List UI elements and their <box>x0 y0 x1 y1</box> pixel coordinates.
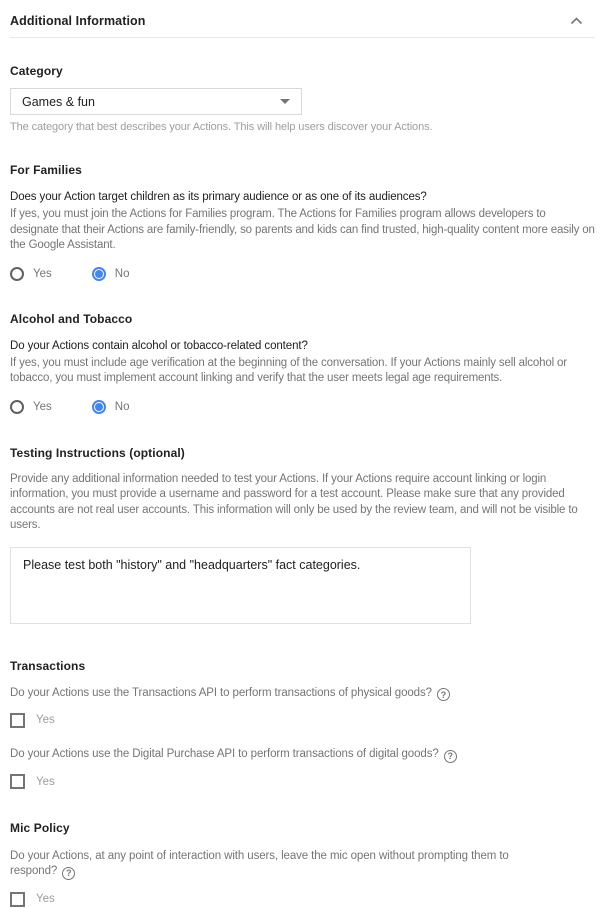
radio-unchecked-icon[interactable] <box>10 267 24 281</box>
category-helper-text: The category that best describes your Actions. This will help users discover your Actions. <box>10 121 433 133</box>
alcohol-tobacco-radio-group <box>10 399 595 415</box>
testing-instructions-description: Provide any additional information needed to test your Actions. If your Actions require account linking or login information, you must provide a username and password for a test account. Please make sure that any provided accounts are not real user accounts. This information will only be used by the review team, and will not be visible to users. <box>10 472 578 531</box>
mic-policy-question <box>10 849 510 881</box>
checkbox-unchecked-icon[interactable] <box>10 713 25 728</box>
testing-instructions-textarea[interactable] <box>10 547 471 624</box>
category-dropdown[interactable] <box>10 88 302 115</box>
mic-policy-checkbox-row <box>10 890 595 908</box>
help-icon[interactable]: ? <box>437 688 450 701</box>
radio-unchecked-icon[interactable] <box>10 400 24 414</box>
radio-checked-icon[interactable] <box>92 400 106 414</box>
section-header <box>10 14 595 38</box>
help-icon[interactable]: ? <box>62 867 75 880</box>
mic-policy-title: Mic Policy <box>10 820 70 835</box>
alcohol-tobacco-radio-yes[interactable] <box>10 400 52 414</box>
for-families-radio-yes[interactable] <box>10 267 52 281</box>
alcohol-tobacco-radio-no[interactable] <box>92 400 130 414</box>
radio-label[interactable]: No <box>114 267 130 280</box>
transactions-title: Transactions <box>10 658 86 673</box>
alcohol-tobacco-title: Alcohol and Tobacco <box>10 311 133 326</box>
for-families-question: Does your Action target children as its primary audience or as one of its audiences? <box>10 191 427 203</box>
transactions-physical-question <box>10 687 595 702</box>
collapse-section-button[interactable] <box>566 15 587 27</box>
question-text: Do your Actions use the Digital Purchase API to perform transactions of digital goods? <box>10 748 439 760</box>
chevron-down-icon <box>280 99 290 104</box>
chevron-up-icon <box>570 13 583 28</box>
help-icon[interactable]: ? <box>444 750 457 763</box>
for-families-title: For Families <box>10 163 82 177</box>
checkbox-label[interactable]: Yes <box>36 775 55 788</box>
category-label: Category <box>10 64 63 78</box>
radio-label[interactable]: Yes <box>33 400 52 413</box>
alcohol-tobacco-helper-text: If yes, you must include age verification at the beginning of the conversation. If your Actions mainly sell alcohol or tobacco, you must implement account linking and verify that the user meets legal age requirements. <box>10 356 567 384</box>
page-title: Additional Information <box>10 14 146 28</box>
checkbox-unchecked-icon[interactable] <box>10 892 25 907</box>
for-families-radio-group <box>10 266 595 282</box>
radio-checked-icon[interactable] <box>92 267 106 281</box>
for-families-helper-text: If yes, you must join the Actions for Families program. The Actions for Families program allows developers to designate that their Actions are family-friendly, so parents and kids can find trusted, high-quality content more easily on the Google Assistant. <box>10 208 595 251</box>
question-text: Do your Actions use the Transactions API to perform transactions of physical goods? <box>10 686 432 699</box>
transactions-physical-checkbox-row <box>10 711 595 729</box>
checkbox-label[interactable]: Yes <box>36 893 55 906</box>
transactions-digital-question <box>10 748 595 763</box>
checkbox-unchecked-icon[interactable] <box>10 774 25 789</box>
testing-instructions-title: Testing Instructions (optional) <box>10 445 185 460</box>
radio-label[interactable]: Yes <box>33 267 52 280</box>
for-families-radio-no[interactable] <box>92 267 130 281</box>
alcohol-tobacco-question: Do your Actions contain alcohol or tobacco-related content? <box>10 339 308 352</box>
radio-label[interactable]: No <box>114 400 130 413</box>
checkbox-label[interactable]: Yes <box>36 714 55 726</box>
question-text: Do your Actions, at any point of interaction with users, leave the mic open without prompting them to respond? <box>10 849 509 877</box>
transactions-digital-checkbox-row <box>10 773 595 791</box>
category-dropdown-value: Games & fun <box>22 94 95 109</box>
